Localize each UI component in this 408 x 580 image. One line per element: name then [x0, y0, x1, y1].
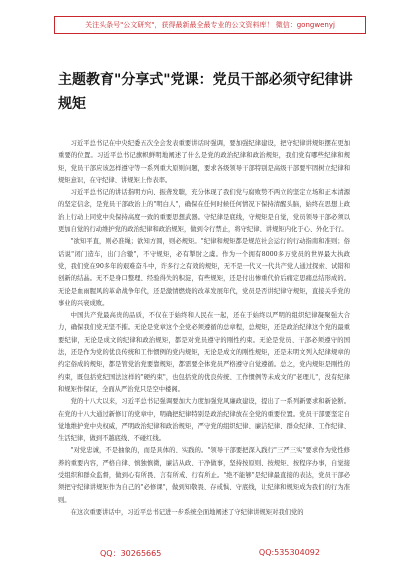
footer-qq-2: QQ:535304092	[258, 548, 320, 557]
paragraph: "对党忠诚，不是抽象的，而是具体的、实践的。"领导干部要把深入践行"三严三实"要求作为党性修养的重要内容，严格自律、慎独慎微，廉洁从政、干净做事，坚持按原则、按规矩、按程序办事，自觉接受组织和群众监督，做到心有所畏、言有所戒、行有所止。"绝不能够"是纪律最直接的表达，党员干部必须把守纪律讲规矩作为自己的"必修课"，做到知敬畏、存戒惧、守底线，让纪律和规矩成为我们的行为准则。	[58, 447, 350, 504]
paragraph: 中国共产党最高贵的品质，不仅在于始终和人民在一起，还在于始终以严明的组织纪律凝聚强大合力，确保我们党无坚不摧。无论是党章这个全党必须遵循的总章程，总规矩，还是政治纪律这个党的最重要纪律，无论是成文的纪律和政治规矩，都是对党员遵守的刚性约束。无论是党员、干部必须遵守的国法，还是作为党的优良传统和工作惯例的党内规矩，无论是成文的刚性规矩，还是未明文列入纪律规章的约定俗成的规矩，都是管党治党要靠规矩，都需要全体党员严格遵守自觉遵循。总之，党内规矩是刚性的约束，既包括党纪国法这样的"硬约束"，也包括党的优良传统、工作惯例等未成文的"老理儿"，没有纪律和规矩作保证，全面从严治党只是空中楼阁。	[58, 312, 350, 393]
document-title: 主题教育"分享式"党课：党员干部必须守纪律讲规矩	[58, 72, 353, 112]
banner-text: 关注头条号"公文研究"，获得最新最全最专业的公文资料库！ 微信：gongwenyj	[85, 21, 335, 29]
footer-qq-1: QQ：30265665	[100, 549, 162, 558]
paragraph: 习近平总书记的讲话指明方向、振聋发聩，充分体现了我们党与腐败势不两立的坚定立场和正本清源的坚定信念，是党员干部政治上的"明白人"，确保在任何时候任何情况下保持清醒头脑，始终在思想上政治上行动上同党中央保持高度一致的重要思想武器。守纪律是底线，守规矩是自觉，党员领导干部必须以更加自觉的行动维护党的政治纪律和政治规矩，做到令行禁止，将守纪律、讲规矩内化于心、外化于行。	[58, 189, 350, 234]
paragraph: 在这次重要讲话中，习近平总书记进一步系统全面地阐述了守纪律讲规矩对我们党的	[70, 508, 304, 516]
paragraph: 党的十八大以来，习近平总书记强调要加大力度加强党风廉政建设，提出了一系列新要求和新论断。在党的十八大通过新修订的党章中，明确把纪律特别是政治纪律放在全党的重要位置。党员干部要坚定自觉地维护党中央权威，严明政治纪律和政治规矩，严守党的组织纪律、廉洁纪律、群众纪律、工作纪律、生活纪律，做到不越底线、不碰红线。	[58, 398, 350, 443]
paragraph: 习近平总书记在中央纪委五次全会发表重要讲话时强调，要加强纪律建设，把守纪律讲规矩摆在更加重要的位置。习近平总书记旗帜鲜明地阐述了什么是党的政治纪律和政治规矩，我们党有哪些纪律和规矩，党员干部应该怎样遵守等一系列重大原则问题，要求各级领导干部特别是高级干部要牢固树立纪律和规矩意识，在守纪律、讲规矩上作表率。	[58, 140, 350, 184]
footer-contacts	[100, 548, 320, 559]
paragraph: "欲知平直，则必准绳；欲知方圆，则必规矩。"纪律和规矩都是规范社会运行的行动指南和准则；俗话说"闭门造车，出门合辙"，不守规矩，必有掣肘之虞。作为一个拥有8000多万党员的世界最大执政党，我们党在90多年的艰难奋斗中，许多行之有效的规矩，无不是一代又一代共产党人通过探索、试错和创新的结晶。无不是身口整理、经验得失的积淀，有些规矩，还是付出惨重代价后痛定思痛总结形成的。无论是血雨腥风的革命战争年代，还是激情燃烧的改革发展年代，党员是否讲纪律守规矩，直接关乎党的事业的兴衰成败。	[58, 238, 350, 307]
header-banner	[54, 16, 366, 34]
document-body	[58, 138, 350, 533]
